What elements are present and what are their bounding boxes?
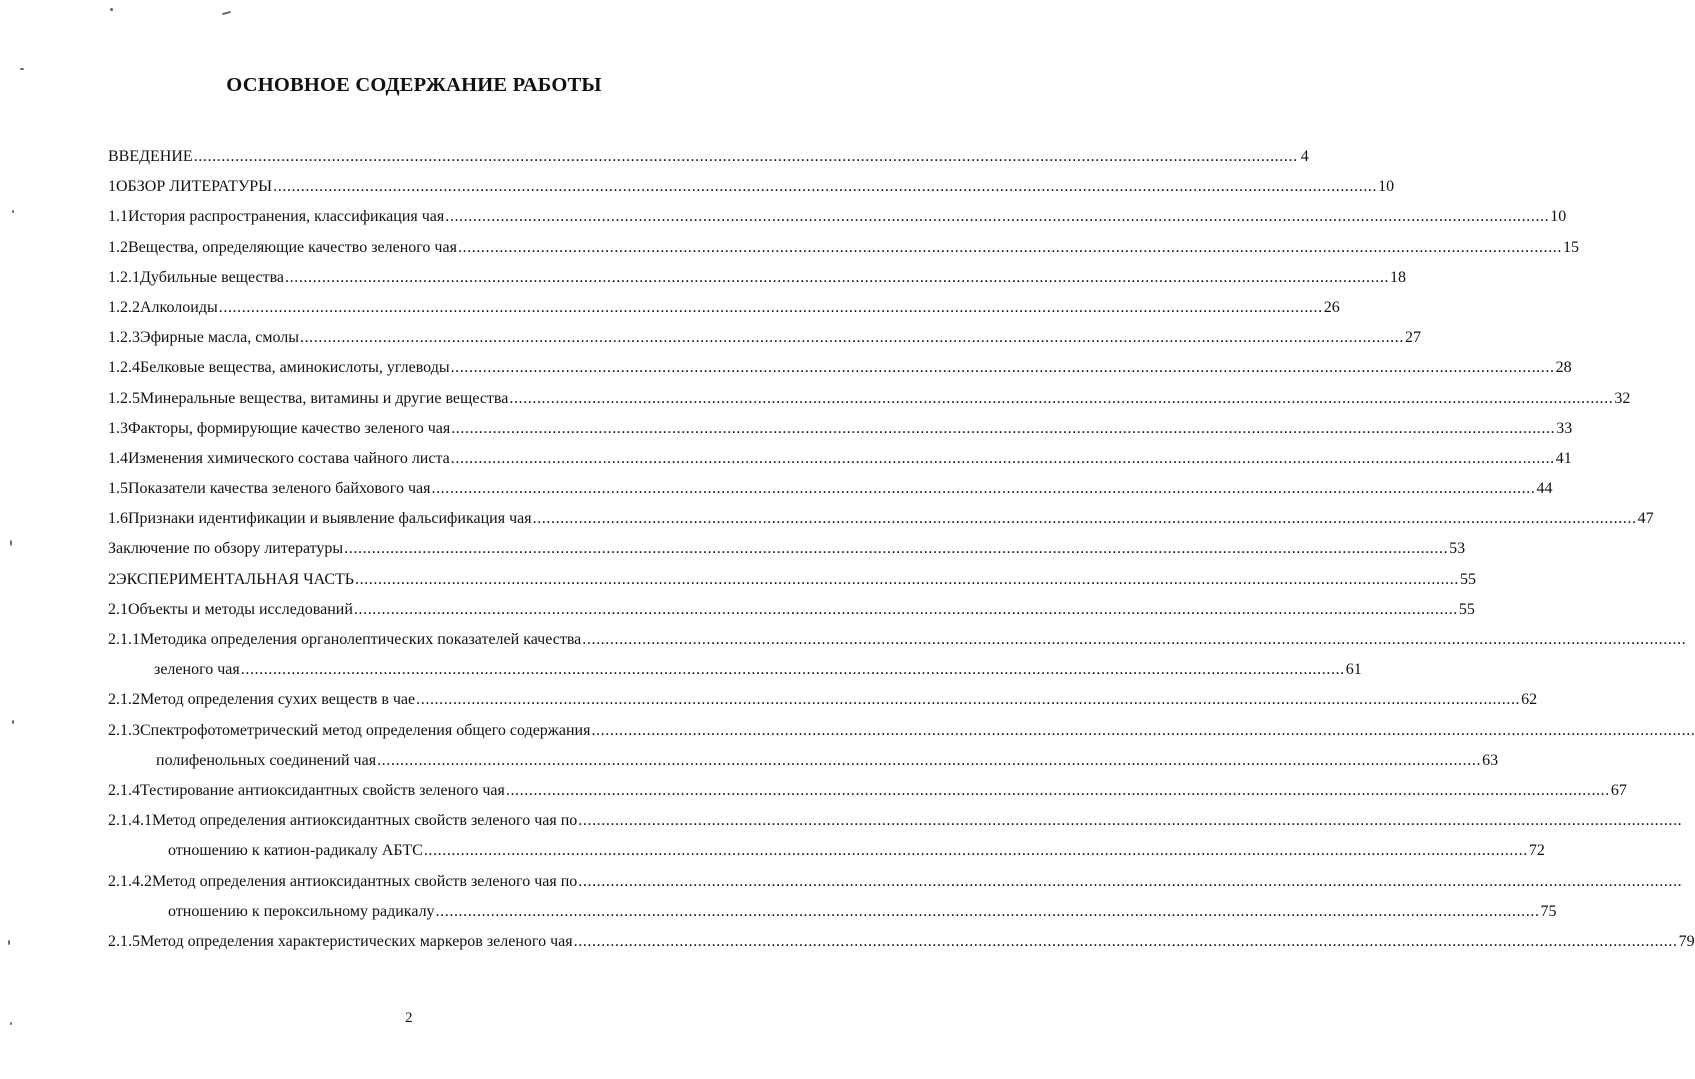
toc-leader-dots xyxy=(578,809,1682,833)
scan-mark xyxy=(110,8,113,11)
toc-entry-label: Метод определения характеристических маркеров зеленого чая xyxy=(140,932,573,950)
toc-entry-label: Метод определения сухих веществ в чае xyxy=(140,691,416,709)
toc-leader-dots xyxy=(416,688,1520,712)
toc-leader-dots xyxy=(355,568,1459,592)
toc-entry-number: 2.1 xyxy=(108,600,128,618)
toc-entry-page: 55 xyxy=(1458,600,1475,618)
toc-leader-dots xyxy=(300,326,1404,350)
toc-entry xyxy=(108,387,1631,417)
toc-entry-label: отношению к пероксильному радикалу xyxy=(168,902,435,920)
toc-leader-dots xyxy=(533,507,1637,531)
scan-mark xyxy=(12,720,14,724)
toc-leader-dots xyxy=(591,719,1695,743)
toc-leader-dots xyxy=(424,839,1528,863)
toc-entry-label: ОБЗОР ЛИТЕРАТУРЫ xyxy=(116,178,273,196)
toc-leader-dots xyxy=(578,870,1682,894)
toc-entry-number: 1.6 xyxy=(108,510,128,528)
toc-entry-number: 1.2.4 xyxy=(108,359,140,377)
toc-entry-number: 1.5 xyxy=(108,480,128,498)
toc-entry xyxy=(108,658,1362,688)
toc-leader-dots xyxy=(436,900,1540,924)
toc-entry-page: 63 xyxy=(1482,751,1499,769)
toc-entry xyxy=(108,839,1545,869)
toc-entry-label: Спектрофотометрический метод определения общего содержания xyxy=(140,721,591,739)
toc-entry-page: 44 xyxy=(1536,480,1553,498)
toc-entry xyxy=(108,326,1421,356)
toc-entry xyxy=(108,296,1340,326)
scan-mark xyxy=(12,210,14,213)
toc-leader-dots xyxy=(509,387,1613,411)
toc-entry-label: Объекты и методы исследований xyxy=(128,600,353,618)
toc-leader-dots xyxy=(451,417,1555,441)
toc-leader-dots xyxy=(273,175,1377,199)
toc-entry-label: Вещества, определяющие качество зеленого чая xyxy=(128,238,457,256)
scan-mark xyxy=(20,68,24,70)
toc-leader-dots xyxy=(377,749,1481,773)
toc-entry-label: Методика определения органолептических показателей качества xyxy=(140,631,582,648)
toc-entry-number: 1.2.3 xyxy=(108,329,140,347)
toc-entry-number: 1.3 xyxy=(108,419,128,437)
toc-entry-label: Метод определения антиоксидантных свойств зеленого чая по xyxy=(152,812,578,830)
toc-entry-page: 15 xyxy=(1562,238,1579,256)
toc-entry-page: 27 xyxy=(1404,329,1421,347)
toc-entry-label: История распространения, классификация чая xyxy=(128,208,445,226)
toc-entry xyxy=(108,628,734,658)
toc-entry-label: Дубильные вещества xyxy=(140,268,285,286)
toc-entry xyxy=(108,266,1407,296)
toc-entry-label: Заключение по обзору литературы xyxy=(108,540,344,558)
toc-entry-number: 2.1.1 xyxy=(108,631,140,648)
table-of-contents xyxy=(108,145,1695,960)
toc-leader-dots xyxy=(194,145,1298,169)
toc-entry-label: Признаки идентификации и выявление фальсификация чая xyxy=(128,510,532,528)
toc-leader-dots xyxy=(285,266,1389,290)
toc-entry-page: 41 xyxy=(1555,449,1572,467)
toc-entry-number: 2.1.2 xyxy=(108,691,140,709)
toc-entry-label: ВВЕДЕНИЕ xyxy=(108,148,193,165)
toc-entry xyxy=(108,809,734,839)
toc-entry-page: 79 xyxy=(1678,932,1695,950)
toc-entry-label: ЭКСПЕРИМЕНТАЛЬНАЯ ЧАСТЬ xyxy=(116,570,354,588)
toc-leader-dots xyxy=(451,447,1555,471)
toc-entry xyxy=(108,507,1654,537)
toc-entry-page: 75 xyxy=(1540,902,1557,920)
toc-entry-number: 1.2 xyxy=(108,238,128,256)
toc-leader-dots xyxy=(458,236,1562,260)
toc-leader-dots xyxy=(241,658,1345,682)
toc-entry-number: 1.2.2 xyxy=(108,298,140,316)
scan-mark xyxy=(10,540,12,546)
toc-entry-label: полифенольных соединений чая xyxy=(156,751,377,769)
toc-entry xyxy=(108,537,1466,567)
toc-entry-number: 2.1.3 xyxy=(108,721,140,739)
toc-entry-label: Алколоиды xyxy=(140,298,218,316)
toc-entry xyxy=(108,779,1627,809)
scan-mark xyxy=(8,940,10,945)
toc-entry-page: 33 xyxy=(1556,419,1573,437)
toc-leader-dots xyxy=(354,598,1458,622)
toc-entry xyxy=(108,145,1309,175)
toc-entry-page: 55 xyxy=(1459,570,1476,588)
toc-entry xyxy=(108,477,1553,507)
toc-entry xyxy=(108,688,1538,718)
toc-leader-dots xyxy=(451,356,1555,380)
toc-entry xyxy=(108,568,1476,598)
toc-leader-dots xyxy=(445,205,1549,229)
toc-entry xyxy=(108,930,1695,960)
toc-entry-label: Изменения химического состава чайного листа xyxy=(128,449,450,467)
toc-entry-page: 67 xyxy=(1610,781,1627,799)
toc-leader-dots xyxy=(582,628,1686,652)
toc-entry xyxy=(108,749,1499,779)
toc-entry-page: 32 xyxy=(1614,389,1631,407)
toc-entry xyxy=(108,205,1567,235)
toc-entry xyxy=(108,175,1395,205)
toc-leader-dots xyxy=(506,779,1610,803)
toc-entry-number: 1.2.5 xyxy=(108,389,140,407)
toc-entry-page: 26 xyxy=(1323,298,1340,316)
toc-entry xyxy=(108,598,1475,628)
toc-entry xyxy=(108,719,734,749)
toc-entry-page: 61 xyxy=(1345,661,1362,679)
toc-entry-label: Минеральные вещества, витамины и другие вещества xyxy=(140,389,509,407)
toc-entry-page: 28 xyxy=(1555,359,1572,377)
toc-entry-page: 10 xyxy=(1378,178,1395,196)
toc-entry-page: 47 xyxy=(1637,510,1654,528)
toc-entry-number: 1 xyxy=(108,178,116,196)
toc-entry-label: Факторы, формирующие качество зеленого чая xyxy=(128,419,451,437)
toc-entry-number: 1.1 xyxy=(108,208,128,226)
toc-entry-page: 53 xyxy=(1449,540,1466,558)
toc-entry-label: отношению к катион-радикалу АБТС xyxy=(168,842,423,860)
toc-entry-page: 72 xyxy=(1528,842,1545,860)
toc-entry-number: 2.1.4.2 xyxy=(108,872,152,890)
page-title: ОСНОВНОЕ СОДЕРЖАНИЕ РАБОТЫ xyxy=(226,74,602,96)
toc-entry-label: Белковые вещества, аминокислоты, углеводы xyxy=(140,359,450,377)
scan-mark xyxy=(222,11,231,15)
toc-entry-label: зеленого чая xyxy=(154,661,240,679)
toc-entry xyxy=(108,900,1557,930)
toc-entry-label: Эфирные масла, смолы xyxy=(140,329,299,347)
toc-entry-number: 1.2.1 xyxy=(108,268,140,286)
toc-entry xyxy=(108,236,1579,266)
toc-entry-page: 4 xyxy=(1300,148,1309,165)
toc-leader-dots xyxy=(431,477,1535,501)
toc-entry-label: Метод определения антиоксидантных свойств зеленого чая по xyxy=(152,872,578,890)
scan-mark xyxy=(10,1022,12,1025)
toc-entry-page: 62 xyxy=(1521,691,1538,709)
toc-entry xyxy=(108,447,1572,477)
toc-entry-number: 2.1.5 xyxy=(108,932,140,950)
toc-entry-number: 2.1.4.1 xyxy=(108,812,152,830)
toc-leader-dots xyxy=(574,930,1678,954)
toc-entry xyxy=(108,356,1572,386)
toc-entry-page: 18 xyxy=(1390,268,1407,286)
toc-entry-number: 1.4 xyxy=(108,449,128,467)
toc-entry-number: 2.1.4 xyxy=(108,781,140,799)
toc-entry-number: 2 xyxy=(108,570,116,588)
toc-entry xyxy=(108,417,1573,447)
toc-entry-label: Показатели качества зеленого байхового чая xyxy=(128,480,431,498)
toc-leader-dots xyxy=(219,296,1323,320)
toc-entry-label: Тестирование антиоксидантных свойств зеленого чая xyxy=(140,781,505,799)
page-number: 2 xyxy=(405,1010,413,1026)
toc-leader-dots xyxy=(344,537,1448,561)
toc-entry-page: 10 xyxy=(1550,208,1567,226)
toc-entry xyxy=(108,870,734,900)
